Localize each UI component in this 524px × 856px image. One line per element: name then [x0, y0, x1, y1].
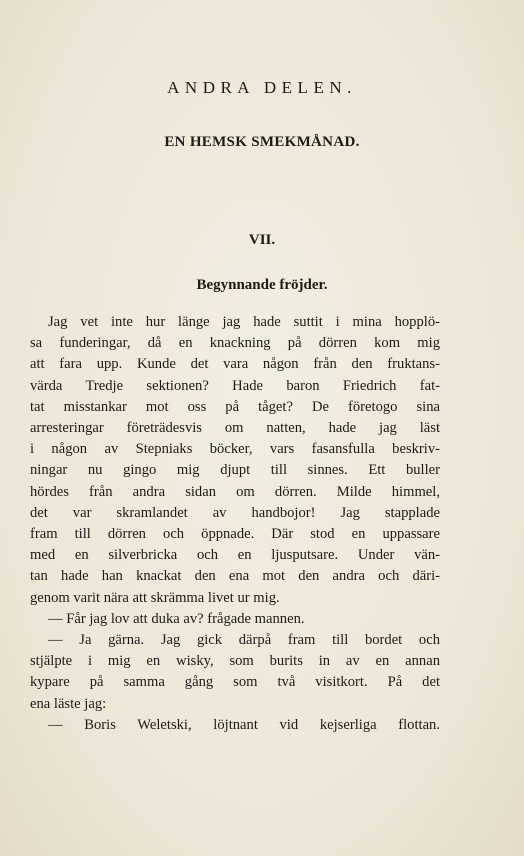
chapter-number: VII. — [248, 232, 276, 248]
text-line: arresteringar företrädesvis om natten, hade jag läst — [30, 420, 440, 437]
text-line: — Ja gärna. Jag gick därpå fram till bordet och — [48, 632, 440, 649]
text-line: tan hade han knackat den ena mot den andra och däri- — [30, 568, 440, 585]
section-title: Begynnande fröjder. — [196, 277, 328, 293]
text-line: ningar nu gingo mig djupt till sinnes. Ett buller — [30, 462, 440, 479]
text-line: genom varit nära att skrämma livet ur mig. — [30, 589, 280, 606]
text-line: det var skramlandet av handbojor! Jag stapplade — [30, 504, 440, 521]
text-line: — Boris Weletski, löjtnant vid kejserliga flottan. — [48, 716, 440, 733]
text-line: sa funderingar, då en knackning på dörren kom mig — [30, 335, 440, 352]
part-heading: ANDRA DELEN. — [167, 78, 357, 97]
text-line: i någon av Stepniaks böcker, vars fasansfulla beskriv- — [30, 441, 440, 458]
text-line: stjälpte i mig en wisky, som burits in av en annan — [30, 653, 440, 670]
text-line: hördes från andra sidan om dörren. Milde himmel, — [30, 483, 440, 500]
text-line: ena läste jag: — [30, 695, 107, 712]
chapter-title: EN HEMSK SMEKMÅNAD. — [164, 134, 360, 150]
text-line: — Får jag lov att duka av? frågade mannen. — [48, 610, 305, 627]
text-line: kypare på samma gång som två visitkort. På det — [30, 674, 440, 691]
text-line: att fara upp. Kunde det vara någon från den fruktans- — [30, 356, 440, 373]
text-line: värda Tredje sektionen? Hade baron Friedrich fat- — [30, 377, 440, 394]
text-line: fram till dörren och öppnade. Där stod en uppassare — [30, 526, 440, 543]
text-line: med en silverbricka och en ljusputsare. Under vän- — [30, 547, 440, 564]
text-line: tat misstankar mot oss på tåget? De företogo sina — [30, 398, 440, 415]
body-text — [30, 312, 440, 736]
text-line: Jag vet inte hur länge jag hade suttit i mina hopplö- — [48, 314, 440, 330]
